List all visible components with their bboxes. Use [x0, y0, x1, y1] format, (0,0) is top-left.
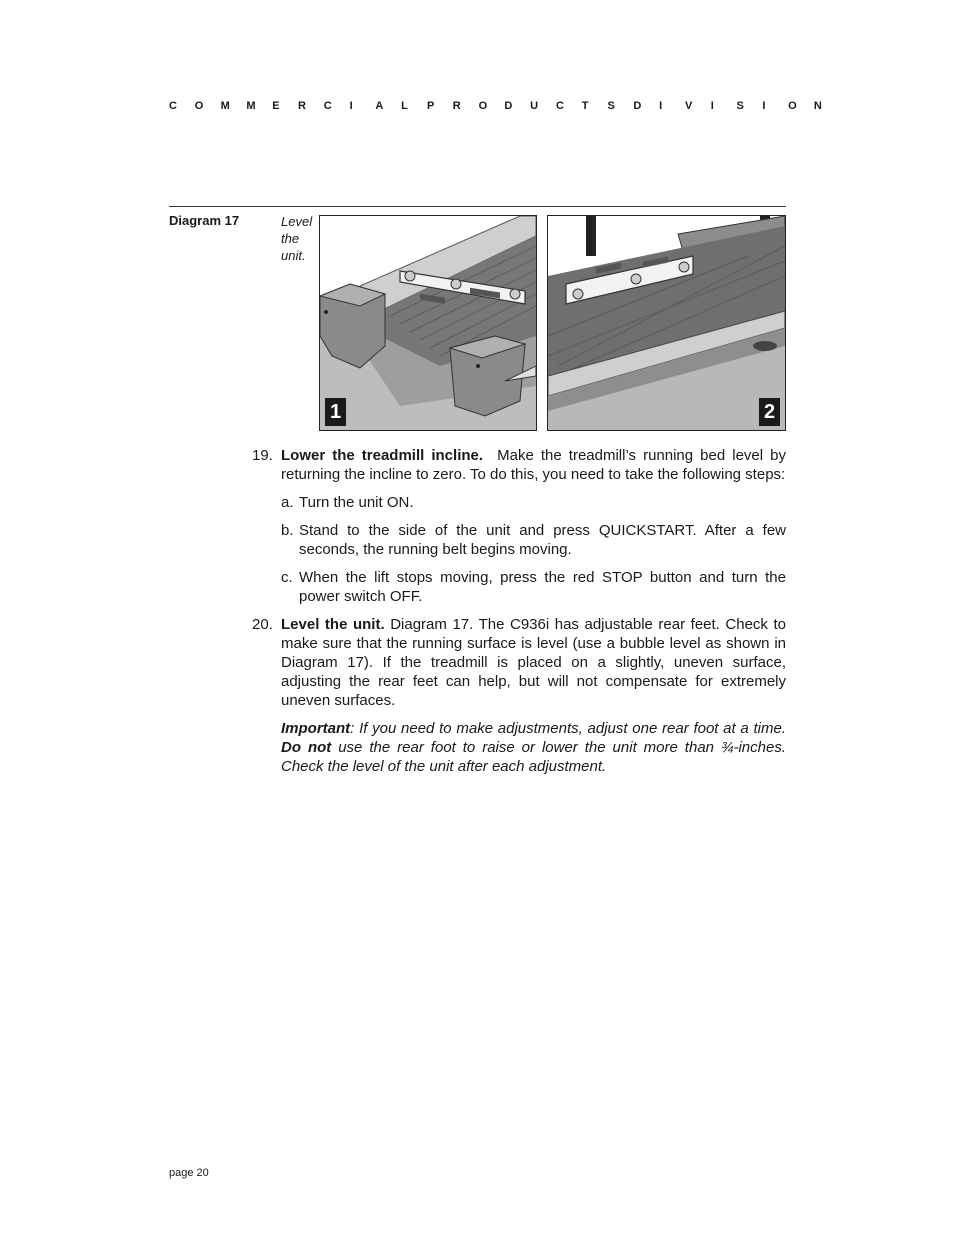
header-letter: D [633, 100, 642, 112]
header-letter: I [349, 100, 353, 112]
header-letter: P [426, 100, 435, 112]
header-letter: R [297, 100, 306, 112]
header-letter: U [530, 100, 539, 112]
header-word-division [633, 100, 839, 112]
header-letter: I [710, 100, 714, 112]
header-letter: O [788, 100, 797, 112]
header-letter: S [607, 100, 615, 112]
page-number: page 20 [169, 1167, 209, 1179]
substep-a: a. Turn the unit ON. [281, 494, 414, 511]
header-letter: L [401, 100, 408, 112]
header-letter: D [504, 100, 513, 112]
header-letter: N [813, 100, 822, 112]
header-letter: S [736, 100, 744, 112]
panel-number-badge-2: 2 [759, 398, 780, 426]
step-19 [252, 446, 786, 606]
panel-number-badge-1: 1 [325, 398, 346, 426]
header-word-commercial [169, 100, 427, 112]
diagram-panel-1 [319, 215, 537, 431]
header-letter: A [375, 100, 384, 112]
do-not-label: Do not [281, 739, 332, 756]
step-text: Make the treadmill’s running bed level by returning the incline to zero. To do this, you need to take the following steps: [281, 447, 786, 483]
header-letter: T [581, 100, 589, 112]
step-title: Lower the treadmill incline. [281, 447, 484, 464]
header-letter: O [478, 100, 488, 112]
step-20 [252, 615, 786, 710]
step-number: 19. [252, 447, 273, 464]
header-letter: I [659, 100, 663, 112]
important-note: Important: If you need to make adjustments, adjust one rear foot at a time. Do not use the rear foot to raise or lower the unit more than ¾-inches. Check the level of the unit after each adjustment. [281, 720, 786, 775]
diagram-panel-2 [547, 215, 786, 431]
substep-b: b. Stand to the side of the unit and press QUICKSTART. After a few seconds, the running belt begins moving. [281, 522, 786, 558]
division-header [169, 100, 822, 112]
diagram-label: Diagram 17 [169, 213, 240, 228]
header-letter: I [762, 100, 766, 112]
header-word-products [427, 100, 633, 112]
section-divider [169, 206, 786, 207]
header-letter: O [194, 100, 204, 112]
diagram-caption: Level the unit. [281, 214, 313, 263]
header-letter: M [246, 100, 256, 112]
instructions [252, 446, 786, 776]
header-letter: M [220, 100, 230, 112]
header-letter: R [452, 100, 461, 112]
header-letter: E [272, 100, 280, 112]
step-title: Level the unit. [281, 616, 385, 633]
important-label: Important [281, 720, 351, 737]
header-letter: C [555, 100, 564, 112]
substep-c: c. When the lift stops moving, press the red STOP button and turn the power switch OFF. [281, 569, 786, 605]
step-text: Diagram 17. The C936i has adjustable rear feet. Check to make sure that the running surface is level (use a bubble level as shown in Diagram 17). If the treadmill is placed on a slightly, uneven surface, adjusting the rear feet can help, but will not compensate for extremely uneven surfaces. [281, 616, 786, 709]
treadmill-side-level-illustration [548, 216, 785, 430]
step-number: 20. [252, 616, 273, 633]
header-letter: C [323, 100, 332, 112]
header-letter: V [684, 100, 693, 112]
treadmill-rear-level-illustration [320, 216, 536, 430]
header-letter: C [169, 100, 177, 112]
